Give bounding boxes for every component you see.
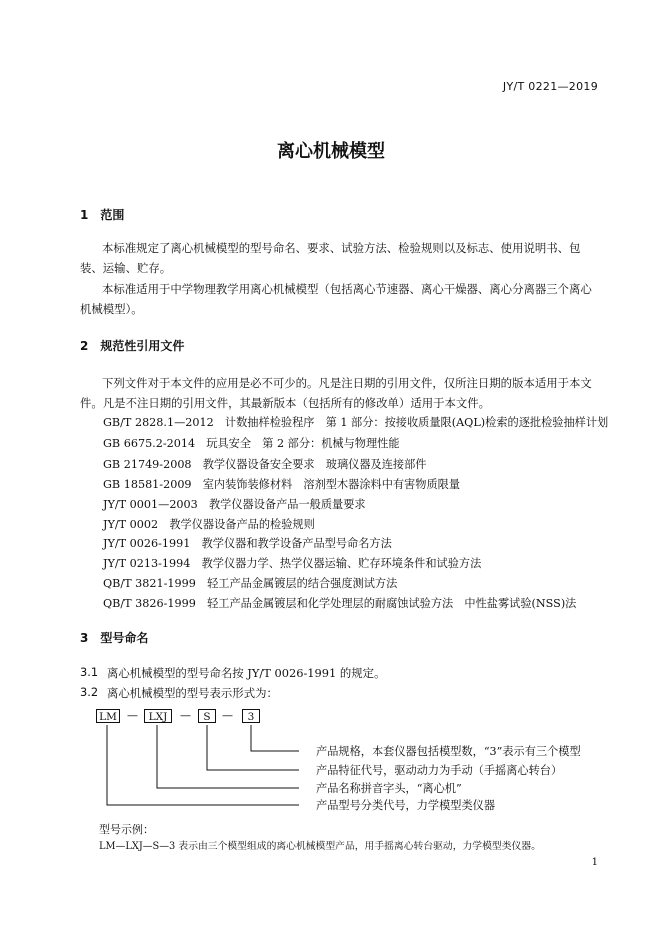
section-1-paragraph-1: 本标准规定了离心机械模型的型号命名、要求、试验方法、检验规则以及标志、使用说明书、包装、运输、贮存。: [80, 241, 581, 275]
reference-item: GB 18581-2009 室内装饰装修材料 溶剂型木器涂料中有害物质限量: [103, 478, 461, 491]
code-box-spec: 3: [242, 709, 260, 723]
page-number: 1: [591, 857, 598, 868]
section-2-heading: 2 规范性引用文件: [80, 339, 185, 353]
reference-item: JY/T 0002 教学仪器设备产品的检验规则: [103, 518, 315, 531]
reference-item: GB 6675.2-2014 玩具安全 第 2 部分：机械与物理性能: [103, 437, 400, 450]
code-separator: —: [222, 709, 233, 722]
designation-label-category: 产品型号分类代号，力学模型类仪器: [316, 799, 496, 812]
reference-item: GB 21749-2008 教学仪器设备安全要求 玻璃仪器及连接部件: [103, 458, 427, 471]
reference-item: GB/T 2828.1—2012 计数抽样检验程序 第 1 部分：按接收质量限(AQL)检索的逐批检验抽样计划: [103, 416, 609, 429]
clause-3-2-text: 离心机械模型的型号表示形式为：: [107, 686, 278, 700]
clause-3-1-number: 3.1: [80, 665, 99, 679]
clause-3-2-number: 3.2: [80, 685, 99, 699]
example-title: 型号示例：: [99, 823, 154, 836]
designation-label-feature: 产品特征代号，驱动动力为手动（手摇离心转台）: [316, 764, 563, 777]
designation-label-spec: 产品规格，本套仪器包括模型数，“3”表示有三个模型: [316, 745, 581, 758]
clause-3-1-text: 离心机械模型的型号命名按 JY/T 0026-1991 的规定。: [107, 666, 386, 680]
reference-item: QB/T 3821-1999 轻工产品金属镀层的结合强度测试方法: [103, 577, 398, 590]
section-3-heading: 3 型号命名: [80, 631, 149, 645]
designation-label-name: 产品名称拼音字头，“离心机”: [316, 782, 462, 795]
code-separator: —: [127, 709, 138, 722]
standard-code: JY/T 0221—2019: [502, 80, 598, 93]
code-separator: —: [180, 709, 191, 722]
reference-item: JY/T 0001—2003 教学仪器设备产品一般质量要求: [103, 498, 366, 511]
code-box-name: LXJ: [144, 709, 172, 723]
section-1-heading: 1 范围: [80, 208, 125, 222]
reference-item: QB/T 3826-1999 轻工产品金属镀层和化学处理层的耐腐蚀试验方法 中性盐雾试验(NSS)法: [103, 597, 577, 610]
section-2-paragraph: 下列文件对于本文件的应用是必不可少的。凡是注日期的引用文件，仅所注日期的版本适用于本文件。凡是不注日期的引用文件，其最新版本（包括所有的修改单）适用于本文件。: [80, 376, 592, 410]
reference-item: JY/T 0026-1991 教学仪器和教学设备产品型号命名方法: [103, 537, 392, 550]
section-1-paragraph-2: 本标准适用于中学物理教学用离心机械模型（包括离心节速器、离心干燥器、离心分离器三个离心机械模型）。: [80, 282, 592, 316]
reference-item: JY/T 0213-1994 教学仪器力学、热学仪器运输、贮存环境条件和试验方法: [103, 557, 482, 570]
example-text: LM—LXJ—S—3 表示由三个模型组成的离心机械模型产品，用手摇离心转台驱动，力学模型类仪器。: [99, 841, 541, 852]
code-box-category: LM: [96, 709, 120, 723]
code-box-feature: S: [198, 709, 216, 723]
document-title: 离心机械模型: [277, 141, 385, 162]
